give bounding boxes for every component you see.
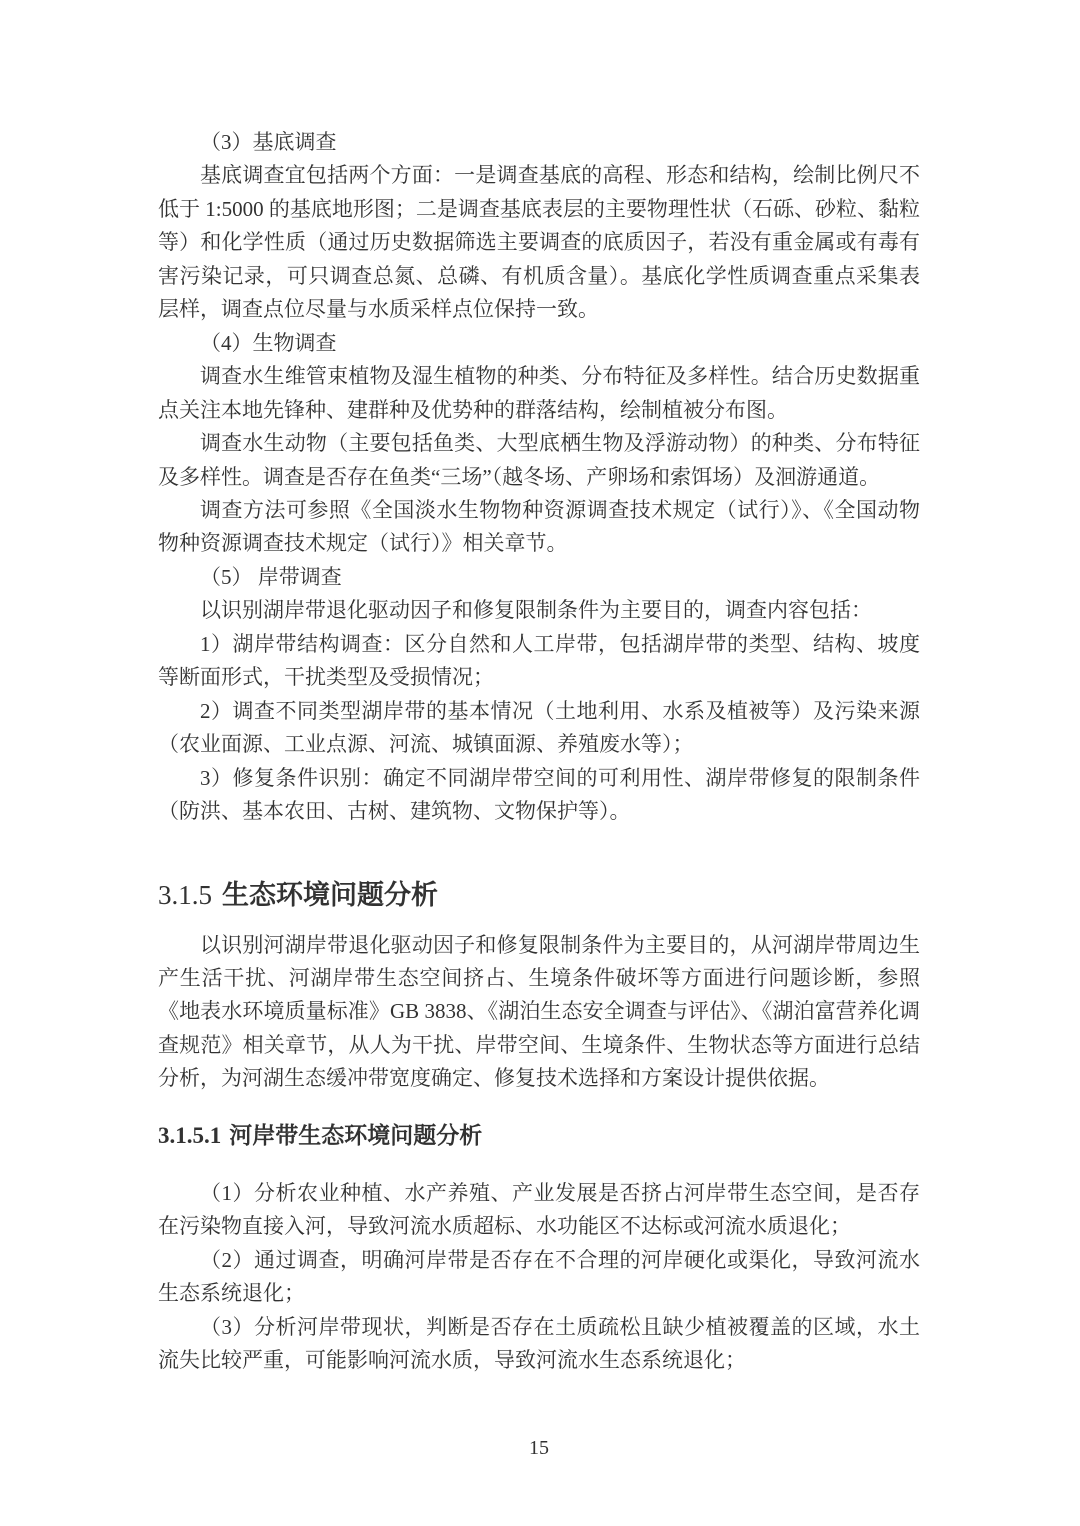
shoreline-item-3-paragraph: 3）修复条件识别：确定不同湖岸带空间的可利用性、湖岸带修复的限制条件（防洪、基本农田、古树、建筑物、文物保护等）。 <box>158 765 920 824</box>
riverbank-issue-item-3-paragraph: （3）分析河岸带现状，判断是否存在土质疏松且缺少植被覆盖的区域，水土流失比较严重，可能影响河流水质，导致河流水生态系统退化； <box>158 1314 920 1373</box>
riverbank-issue-item-2-paragraph: （2）通过调查，明确河岸带是否存在不合理的河岸硬化或渠化，导致河流水生态系统退化； <box>158 1247 920 1306</box>
section-heading-3-1-5 <box>158 875 920 915</box>
biology-methods-paragraph: 调查方法可参照《全国淡水生物物种资源调查技术规定（试行）》、《全国动物物种资源调查技术规定（试行）》相关章节。 <box>158 497 920 556</box>
substrate-survey-paragraph: 基底调查宜包括两个方面：一是调查基底的高程、形态和结构，绘制比例尺不低于 1:5000 的基底地形图；二是调查基底表层的主要物理性状（石砾、砂粒、黏粒等）和化学性质（通过历史数据筛选主要调查的底质因子，若没有重金属或有毒有害污染记录，可只调查总氮、总磷、有机质含量）。基底化学性质调查重点采集表层样，调查点位尽量与水质采样点位保持一致。 <box>158 163 920 322</box>
list-item-3-substrate-survey-label: （3）基底调查 <box>200 130 337 154</box>
section-title-3-1-5: 生态环境问题分析 <box>222 879 438 910</box>
list-item-5-shoreline-survey-label: （5） 岸带调查 <box>200 564 342 589</box>
shoreline-item-2-paragraph: 2）调查不同类型湖岸带的基本情况（土地利用、水系及植被等）及污染来源（农业面源、工业点源、河流、城镇面源、养殖废水等）； <box>158 698 920 757</box>
biology-animals-paragraph: 调查水生动物（主要包括鱼类、大型底栖生物及浮游动物）的种类、分布特征及多样性。调查是否存在鱼类“三场”（越冬场、产卵场和索饵场）及洄游通道。 <box>158 431 920 489</box>
page-number: 15 <box>529 1436 549 1459</box>
shoreline-intro-paragraph: 以识别湖岸带退化驱动因子和修复限制条件为主要目的，调查内容包括： <box>200 598 872 623</box>
riverbank-issue-item-1-paragraph: （1）分析农业种植、水产养殖、产业发展是否挤占河岸带生态空间，是否存在污染物直接入河，导致河流水质超标、水功能区不达标或河流水质退化； <box>158 1180 920 1239</box>
shoreline-item-1-paragraph: 1）湖岸带结构调查：区分自然和人工岸带，包括湖岸带的类型、结构、坡度等断面形式，干扰类型及受损情况； <box>158 631 920 690</box>
section-number-3-1-5-1: 3.1.5.1 <box>158 1122 222 1148</box>
list-item-4-biology-survey-label: （4）生物调查 <box>200 330 337 355</box>
section-3-1-5-body-paragraph: 以识别河湖岸带退化驱动因子和修复限制条件为主要目的，从河湖岸带周边生产生活干扰、河湖岸带生态空间挤占、生境条件破坏等方面进行问题诊断，参照《地表水环境质量标准》GB 3838、《湖泊生态安全调查与评估》、《湖泊富营养化调查规范》相关章节，从人为干扰、岸带空间、生境条件、生物状态等方面进行总结分析，为河湖生态缓冲带宽度确定、修复技术选择和方案设计提供依据。 <box>158 932 920 1091</box>
section-heading-3-1-5-1 <box>158 1118 920 1153</box>
section-number-3-1-5: 3.1.5 <box>158 879 212 910</box>
biology-plants-paragraph: 调查水生维管束植物及湿生植物的种类、分布特征及多样性。结合历史数据重点关注本地先锋种、建群种及优势种的群落结构，绘制植被分布图。 <box>158 364 920 422</box>
section-title-3-1-5-1: 河岸带生态环境问题分析 <box>229 1121 483 1148</box>
